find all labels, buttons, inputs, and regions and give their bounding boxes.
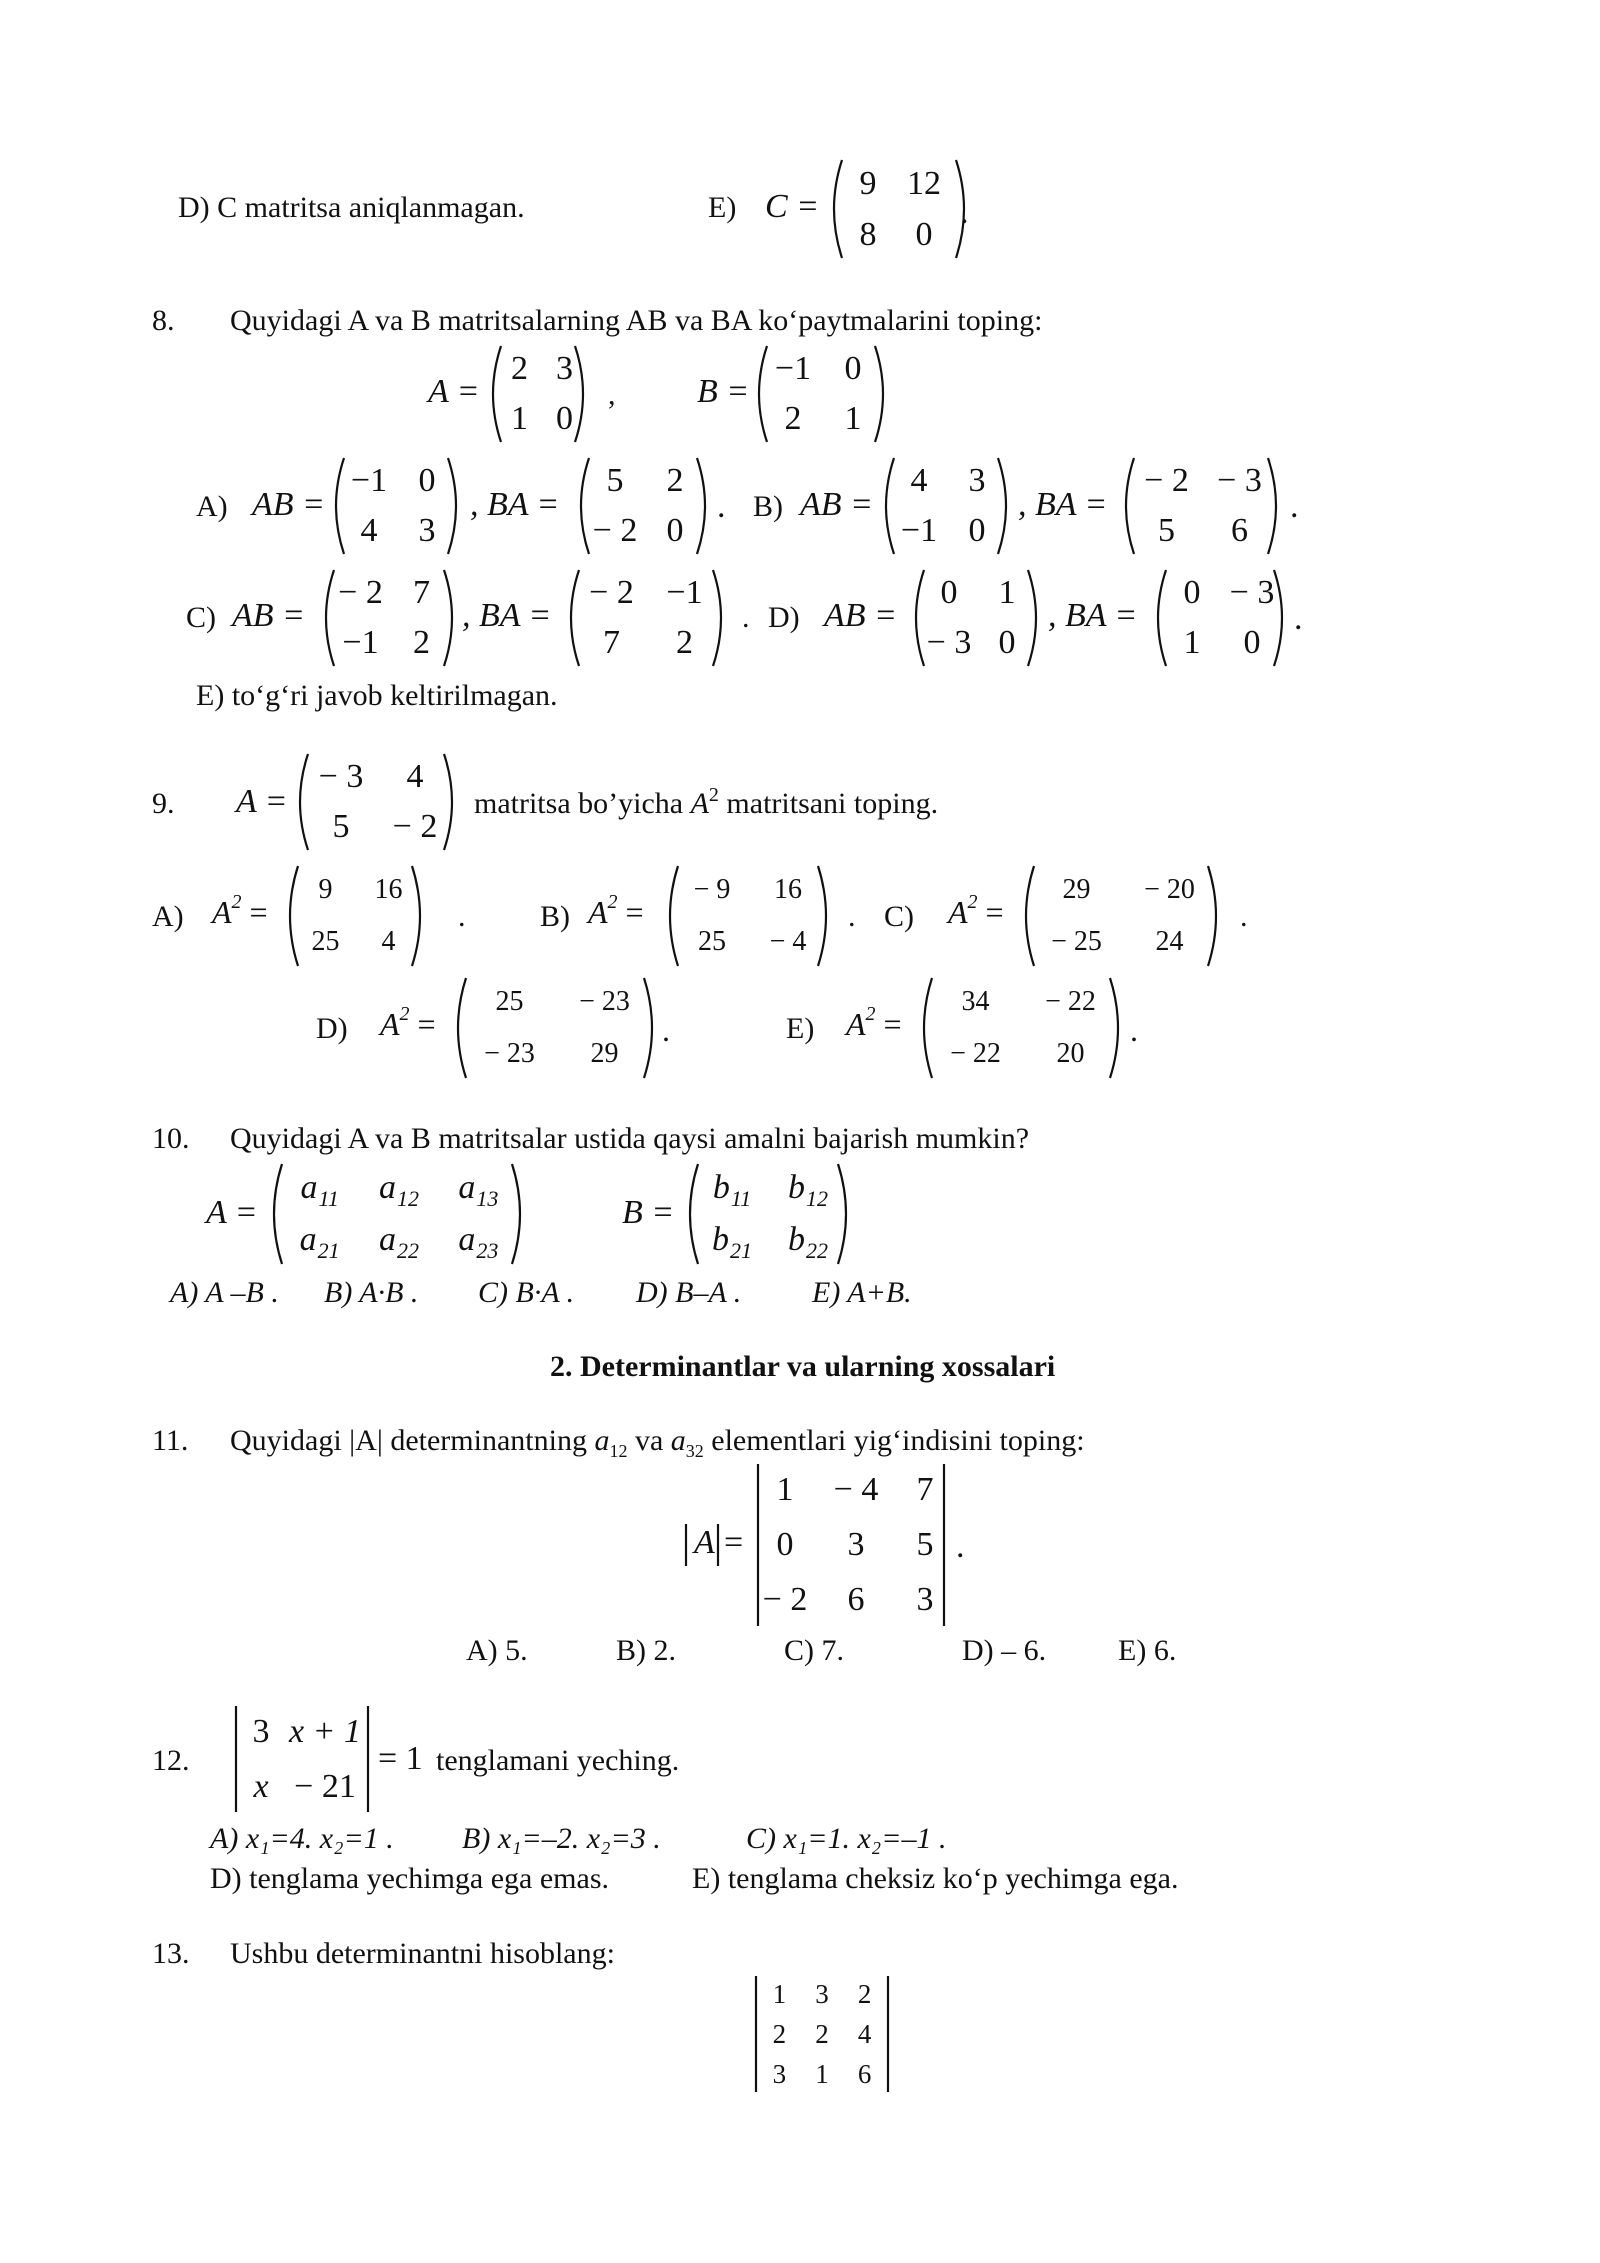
q9-opt-a-end: .	[458, 900, 466, 933]
matrix-cell	[378, 1169, 419, 1211]
matrix-cell	[458, 1169, 499, 1211]
matrix-cell: 4	[381, 926, 396, 957]
q9-opt-b-exp: 2	[607, 891, 618, 913]
matrix-cell	[300, 1169, 339, 1211]
q9-opt-b-label: B)	[540, 900, 570, 933]
matrix-cell: 0	[940, 574, 958, 611]
q8-comma: ,	[608, 378, 616, 411]
matrix-cell: −1	[666, 574, 703, 611]
q9-opt-b-symbol: A	[588, 894, 608, 930]
q9-opt-e-exp: 2	[865, 1003, 876, 1025]
matrix-cell: 7	[603, 624, 620, 661]
matrix-cell: 8	[859, 215, 877, 253]
matrix-cell	[788, 1169, 828, 1211]
cell-index: 23	[476, 1238, 499, 1263]
cell-letter: a	[299, 1221, 317, 1258]
matrix-cell: 16	[774, 874, 802, 905]
q11-lhs: A	[694, 1524, 715, 1561]
q8-a-lhs: A =	[428, 373, 480, 410]
q9-opt-d-exp: 2	[399, 1003, 410, 1025]
matrix-cell: 2	[676, 624, 693, 661]
matrix-cell: 9	[859, 164, 877, 202]
q9-opt-a-eq: =	[249, 894, 268, 930]
matrix-cell: 25	[311, 926, 340, 957]
matrix-cell: 2	[413, 624, 430, 661]
q9-opt-c-label: C)	[884, 900, 914, 933]
q9-opt-b-lhs	[588, 891, 644, 930]
matrix-cell: 4	[910, 462, 928, 499]
det-cell: 3	[815, 1978, 829, 2009]
q9-opt-c-eq: =	[985, 894, 1004, 930]
q7-option-d: D) C matritsa aniqlanmagan.	[178, 191, 525, 224]
section-heading: 2. Determinantlar va ularning xossalari	[550, 1350, 1056, 1383]
q9-opt-d-symbol: A	[380, 1006, 400, 1042]
matrix-cell: − 20	[1144, 874, 1195, 905]
q10-matrix-b	[694, 1162, 846, 1266]
q9-number: 9.	[152, 787, 175, 820]
q8-opt-d-ab-lhs: AB =	[824, 597, 897, 634]
q8-opt-c-ab-matrix	[330, 568, 452, 668]
matrix-cell: − 3	[1229, 574, 1275, 611]
cell-index: 22	[806, 1238, 828, 1263]
cell-letter: b	[712, 1221, 729, 1258]
det-cell: x + 1	[288, 1712, 362, 1750]
det-cell: 3	[916, 1581, 934, 1619]
matrix-cell: 5	[1158, 512, 1175, 549]
matrix-cell: 0	[915, 215, 933, 253]
matrix-cell	[788, 1221, 828, 1263]
q9-opt-c-symbol: A	[948, 894, 968, 930]
det-cell: 1	[772, 1978, 787, 2009]
q11-el1: a	[594, 1424, 610, 1457]
q8-opt-a-label: A)	[196, 490, 228, 523]
q11-determinant	[758, 1462, 950, 1628]
q10-b-lhs: B =	[622, 1194, 675, 1231]
cell-letter: b	[788, 1221, 805, 1258]
q10-option-e: E) A+B.	[812, 1276, 912, 1309]
q9-opt-e-eq: =	[883, 1006, 902, 1042]
q12-option-b: B) x₁=–2. x₂=3 .	[462, 1822, 661, 1855]
q10-option-a: A) A –B .	[170, 1276, 279, 1309]
q8-text: Quyidagi A va B matritsalarning AB va BA ko‘paytmalarini toping:	[230, 304, 1043, 337]
det-cell: 6	[847, 1581, 865, 1619]
q9-opt-e-lhs	[846, 1003, 902, 1042]
det-cell: x	[253, 1767, 269, 1805]
q9-opt-d-end: .	[662, 1012, 670, 1048]
cell-letter: a	[378, 1169, 396, 1206]
q9-text-part: matritsa bo’yicha	[474, 787, 684, 820]
q10-option-d: D) B–A .	[636, 1276, 742, 1309]
cell-index: 22	[396, 1238, 419, 1263]
q11-text-b: va	[634, 1424, 664, 1457]
q8-opt-d-ab-matrix	[920, 568, 1036, 668]
q8-opt-d-label: D)	[768, 601, 800, 634]
q9-opt-a-exp: 2	[231, 891, 242, 913]
q12-number: 12.	[152, 1744, 190, 1777]
q9-opt-c-exp: 2	[967, 891, 978, 913]
q8-opt-b-ba-matrix	[1130, 456, 1276, 556]
cell-letter: a	[458, 1169, 476, 1206]
q8-opt-b-ab-matrix	[890, 456, 1006, 556]
matrix-cell: 0	[968, 512, 986, 549]
q8-opt-a-end: .	[717, 488, 726, 525]
q11-el2-sub: 32	[685, 1441, 704, 1461]
q12-option-e: E) tenglama cheksiz ko‘p yechimga ega.	[692, 1862, 1179, 1895]
det-cell: 4	[857, 2018, 872, 2049]
q10-matrix-a	[280, 1162, 518, 1266]
q12-option-d: D) tenglama yechimga ega emas.	[210, 1862, 609, 1895]
q9-opt-b-end: .	[848, 900, 856, 933]
q9-opt-c-end: .	[1240, 900, 1248, 933]
q8-opt-b-end: .	[1290, 488, 1299, 525]
q11-option-b: B) 2.	[616, 1634, 676, 1667]
det-cell: 2	[772, 2018, 787, 2049]
q9-a-symbol: A	[690, 787, 709, 820]
matrix-cell: 3	[556, 350, 573, 387]
matrix-cell: 7	[413, 574, 430, 611]
q9-opt-d-matrix	[462, 976, 652, 1080]
q9-opt-a-matrix	[294, 864, 420, 968]
matrix-cell: − 2	[392, 808, 438, 845]
matrix-cell: 0	[666, 512, 684, 549]
q11-text	[230, 1426, 1085, 1460]
cell-index: 13	[476, 1186, 499, 1211]
q11-option-a: A) 5.	[466, 1634, 528, 1667]
q8-opt-b-label: B)	[753, 490, 783, 523]
matrix-cell: 1	[844, 400, 862, 437]
q12-option-c: C) x₁=1. x₂=–1 .	[746, 1822, 947, 1855]
q8-number: 8.	[152, 304, 175, 337]
matrix-cell: 6	[1231, 512, 1248, 549]
matrix-cell	[712, 1221, 752, 1263]
q9-opt-d-label: D)	[316, 1012, 348, 1045]
q9-matrix-a	[304, 752, 452, 852]
q9-opt-b-eq: =	[625, 894, 644, 930]
q9-text-part2: matritsani toping.	[726, 787, 939, 820]
q9-opt-b-matrix	[674, 864, 826, 968]
matrix-cell: − 2	[592, 512, 638, 549]
matrix-cell: − 9	[693, 874, 731, 905]
q9-opt-e-end: .	[1130, 1012, 1138, 1048]
q10-option-c: C) B·A .	[478, 1276, 575, 1309]
matrix-cell: −1	[900, 512, 938, 549]
q11-end: .	[956, 1528, 965, 1565]
cell-index: 11	[318, 1186, 339, 1211]
q9-exponent: 2	[708, 784, 719, 806]
matrix-cell	[458, 1221, 499, 1263]
matrix-cell: − 25	[1051, 926, 1102, 957]
det-cell: − 21	[294, 1767, 356, 1805]
q7-option-e-matrix	[840, 158, 952, 260]
q9-text	[474, 784, 939, 820]
q11-text-a: Quyidagi |A| determinantning	[230, 1424, 587, 1457]
q11-option-e: E) 6.	[1118, 1634, 1177, 1667]
q11-el2: a	[670, 1424, 686, 1457]
cell-letter: b	[788, 1169, 805, 1206]
matrix-cell: 3	[968, 462, 986, 499]
matrix-cell: −1	[774, 350, 812, 387]
matrix-cell: 5	[332, 808, 350, 845]
matrix-cell	[712, 1169, 752, 1211]
cell-index: 21	[317, 1238, 340, 1263]
q7-option-e-lhs: C =	[765, 188, 820, 225]
matrix-cell: 0	[998, 624, 1016, 661]
matrix-cell: − 4	[769, 926, 807, 957]
q10-text: Quyidagi A va B matritsalar ustida qaysi amalni bajarish mumkin?	[230, 1122, 1030, 1155]
cell-letter: a	[300, 1169, 318, 1206]
matrix-cell: − 3	[1217, 462, 1262, 499]
q12-text: tenglamani yeching.	[436, 1744, 680, 1777]
q11-option-c: C) 7.	[784, 1634, 844, 1667]
matrix-cell: 34	[961, 986, 990, 1017]
q8-opt-d-ba-lhs: , BA =	[1048, 597, 1138, 634]
det-cell: − 2	[762, 1581, 808, 1619]
cell-index: 12	[806, 1186, 828, 1211]
q8-opt-a-ba-lhs: , BA =	[470, 486, 560, 523]
matrix-cell: − 23	[579, 986, 630, 1017]
matrix-cell: 1	[511, 400, 528, 437]
matrix-cell: 0	[844, 350, 862, 387]
matrix-cell: −1	[350, 462, 388, 499]
q13-determinant	[758, 1974, 886, 2094]
q11-eq: =	[724, 1524, 744, 1561]
det-cell: 1	[776, 1470, 794, 1508]
q8-opt-c-ba-matrix	[575, 568, 721, 668]
matrix-cell: 0	[556, 400, 573, 437]
cell-index: 21	[730, 1238, 752, 1263]
q8-opt-e: E) to‘g‘ri javob keltirilmagan.	[196, 679, 558, 712]
q8-matrix-a	[497, 344, 587, 444]
matrix-cell: 4	[360, 512, 378, 549]
matrix-cell: 29	[1062, 874, 1091, 905]
matrix-cell	[378, 1221, 419, 1263]
q8-opt-b-ab-lhs: AB =	[800, 486, 873, 523]
cell-index: 12	[396, 1186, 419, 1211]
matrix-cell: 2	[784, 400, 802, 437]
q8-opt-d-end: .	[1294, 600, 1303, 637]
det-cell: 3	[252, 1712, 270, 1750]
q9-lhs: A =	[236, 783, 288, 820]
det-cell: − 4	[833, 1470, 879, 1508]
q9-opt-e-symbol: A	[846, 1006, 866, 1042]
q12-eq: = 1	[378, 1740, 423, 1777]
q9-opt-a-label: A)	[152, 900, 184, 933]
det-cell: 5	[916, 1525, 934, 1563]
matrix-cell: 12	[907, 164, 941, 202]
matrix-cell: 4	[406, 758, 424, 795]
cell-letter: b	[712, 1169, 730, 1206]
matrix-cell: − 22	[950, 1038, 1001, 1069]
matrix-cell: − 23	[484, 1038, 535, 1069]
q9-opt-e-matrix	[928, 976, 1118, 1080]
matrix-cell: − 3	[926, 624, 972, 661]
q9-opt-e-label: E)	[786, 1012, 815, 1045]
matrix-cell: − 2	[589, 574, 634, 611]
q7-option-e-end: .	[960, 194, 969, 231]
matrix-cell: 9	[318, 874, 333, 905]
matrix-cell: − 2	[338, 574, 383, 611]
det-cell: 3	[772, 2058, 787, 2089]
q8-opt-a-ab-matrix	[340, 456, 456, 556]
q12-determinant	[238, 1704, 366, 1814]
matrix-cell: 20	[1056, 1038, 1085, 1069]
matrix-cell: 25	[698, 926, 726, 957]
q13-text: Ushbu determinantni hisoblang:	[230, 1937, 615, 1970]
matrix-cell: 1	[998, 574, 1016, 611]
q8-matrix-b	[763, 344, 883, 444]
q8-opt-c-ab-lhs: AB =	[232, 597, 305, 634]
det-cell: 2	[857, 1978, 872, 2009]
matrix-cell: 2	[511, 350, 528, 387]
q8-opt-b-ba-lhs: , BA =	[1018, 486, 1108, 523]
det-cell: 1	[815, 2058, 829, 2089]
q13-number: 13.	[152, 1937, 190, 1970]
q9-opt-d-eq: =	[417, 1006, 436, 1042]
q12-option-a: A) x₁=4. x₂=1 .	[210, 1822, 394, 1855]
q9-opt-d-lhs	[380, 1003, 436, 1042]
matrix-cell: − 22	[1045, 986, 1096, 1017]
q8-opt-a-ab-lhs: AB =	[252, 486, 325, 523]
q7-option-e-label: E)	[708, 191, 737, 224]
q8-opt-a-ba-matrix	[585, 456, 705, 556]
matrix-cell: 2	[666, 462, 684, 499]
det-cell: 0	[776, 1525, 794, 1563]
matrix-cell: 29	[590, 1038, 619, 1069]
matrix-cell: 0	[418, 462, 436, 499]
q11-option-d: D) – 6.	[962, 1634, 1047, 1667]
det-cell: 2	[815, 2018, 829, 2049]
q10-number: 10.	[152, 1122, 190, 1155]
matrix-cell: −1	[342, 624, 379, 661]
q10-a-lhs: A =	[206, 1194, 258, 1231]
matrix-cell: − 2	[1144, 462, 1189, 499]
det-cell: 6	[857, 2058, 872, 2089]
q9-opt-c-lhs	[948, 891, 1004, 930]
q8-opt-c-end: .	[742, 601, 750, 634]
q10-option-b: B) A·B .	[324, 1276, 419, 1309]
matrix-cell: 25	[495, 986, 524, 1017]
matrix-cell: 24	[1155, 926, 1184, 957]
matrix-cell: − 3	[318, 758, 364, 795]
det-cell: 7	[916, 1470, 934, 1508]
det-cell: 3	[847, 1525, 865, 1563]
cell-letter: a	[378, 1221, 396, 1258]
matrix-cell: 0	[1243, 624, 1261, 661]
q8-opt-c-label: C)	[186, 601, 216, 634]
matrix-cell: 3	[418, 512, 436, 549]
matrix-cell: 5	[606, 462, 624, 499]
cell-index: 11	[730, 1186, 752, 1211]
q11-el1-sub: 12	[609, 1441, 628, 1461]
q8-b-lhs: B =	[697, 373, 750, 410]
matrix-cell: 1	[1183, 624, 1201, 661]
matrix-cell	[299, 1221, 340, 1263]
q9-opt-a-lhs	[212, 891, 268, 930]
q8-opt-c-ba-lhs: , BA =	[462, 597, 552, 634]
q9-opt-c-matrix	[1030, 864, 1216, 968]
q11-text-c: elementlari yig‘indisini toping:	[711, 1424, 1085, 1457]
matrix-cell: 16	[374, 874, 403, 905]
q9-opt-a-symbol: A	[212, 894, 232, 930]
matrix-cell: 0	[1183, 574, 1201, 611]
q8-opt-d-ba-matrix	[1162, 568, 1282, 668]
q11-number: 11.	[152, 1424, 189, 1457]
cell-letter: a	[458, 1221, 476, 1258]
